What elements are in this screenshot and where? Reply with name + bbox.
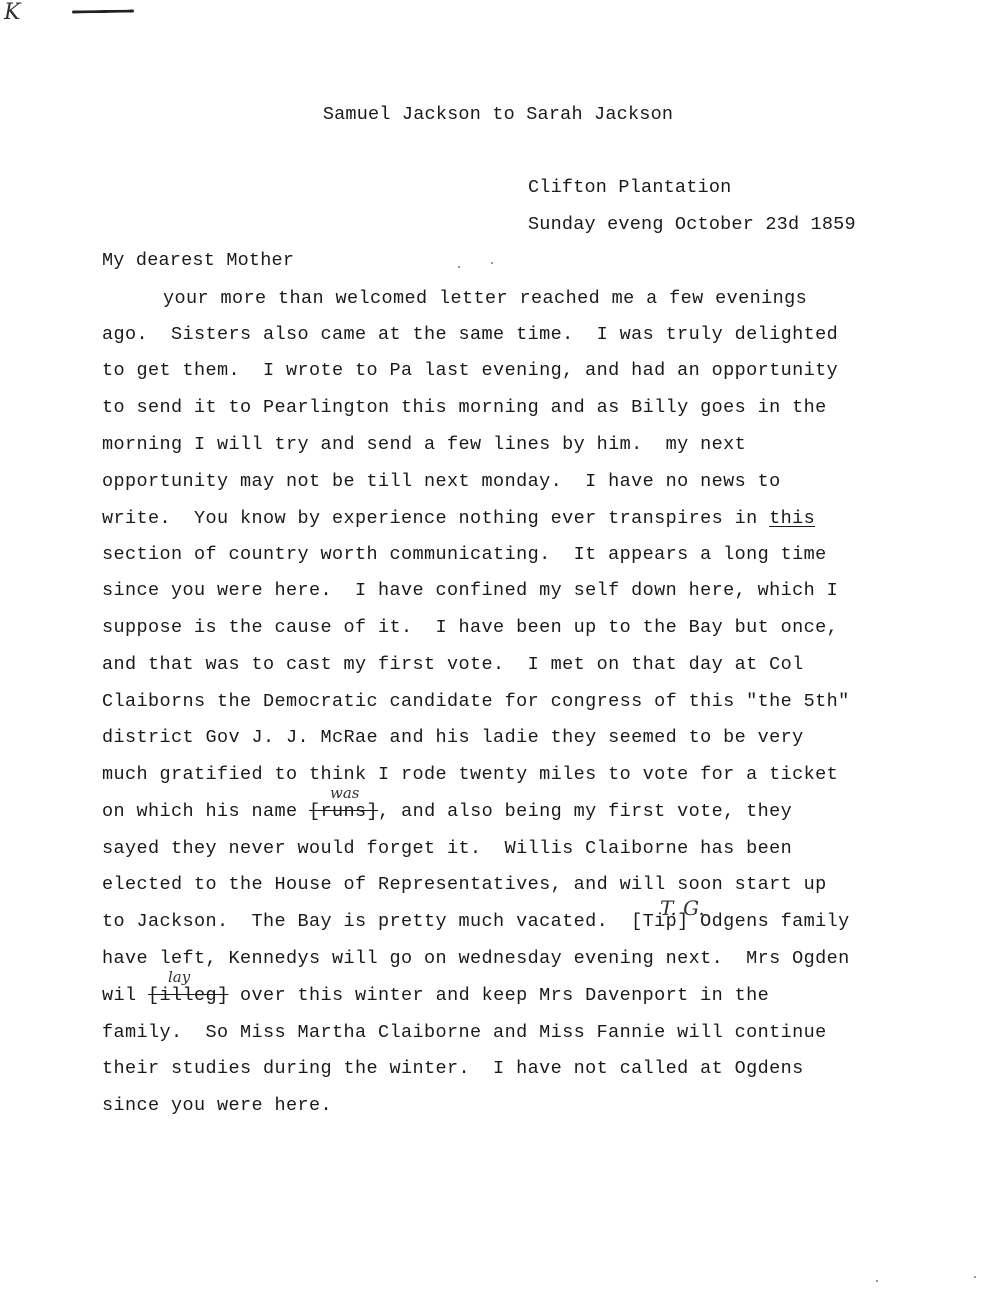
letter-salutation: My dearest Mother [102, 250, 295, 271]
body-line-17: elected to the House of Representatives, and will soon start up [102, 874, 827, 895]
body-line-6: opportunity may not be till next monday. I have no news to [102, 471, 781, 492]
handwritten-was: was [330, 784, 360, 802]
letter-title: Samuel Jackson to Sarah Jackson [322, 104, 674, 125]
handwritten-tip-correction: T. G. [660, 896, 705, 920]
body-line-18 [102, 911, 850, 933]
body-line-16: sayed they never would forget it. Willis Claiborne has been [102, 838, 793, 859]
body-line-15 [102, 801, 792, 823]
body-line-1: your more than welcomed letter reached me a few evenings [163, 288, 808, 309]
body-line-9: since you were here. I have confined my self down here, which I [102, 580, 839, 601]
letter-date: Sunday eveng October 23d 1859 [528, 214, 856, 235]
paper-speck [876, 1280, 878, 1282]
body-line-7 [102, 508, 815, 530]
body-line-3: to get them. I wrote to Pa last evening, and had an opportunity [102, 360, 839, 381]
body-line-20 [102, 985, 769, 1007]
letter-place: Clifton Plantation [528, 177, 732, 198]
body-line-2: ago. Sisters also came at the same time. I was truly delighted [102, 324, 839, 345]
body-line-20-start: wil [102, 985, 149, 1006]
paper-speck [458, 266, 460, 268]
struck-word-illeg: [illeg] [148, 985, 229, 1006]
body-line-18-end: Odgens family [688, 911, 850, 932]
body-line-14: much gratified to think I rode twenty miles to vote for a ticket [102, 764, 839, 785]
body-line-15-end: , and also being my first vote, they [378, 801, 793, 822]
body-line-7-text: write. You know by experience nothing ever transpires in [102, 508, 770, 529]
bracketed-word-tip: [Tip] [631, 911, 689, 932]
body-line-21: family. So Miss Martha Claiborne and Miss Fannie will continue [102, 1022, 827, 1043]
body-line-20-end: over this winter and keep Mrs Davenport in the [228, 985, 770, 1006]
paper-speck [491, 262, 493, 264]
body-line-15-start: on which his name [102, 801, 310, 822]
body-line-23: since you were here. [102, 1095, 333, 1116]
struck-word-runs: [runs] [309, 801, 379, 822]
body-line-19: have left, Kennedys will go on wednesday evening next. Mrs Ogden [102, 948, 850, 969]
body-line-13: district Gov J. J. McRae and his ladie they seemed to be very [102, 727, 804, 748]
body-line-5: morning I will try and send a few lines by him. my next [102, 434, 747, 455]
underlined-word: this [769, 508, 816, 529]
body-line-12: Claiborns the Democratic candidate for congress of this "the 5th" [102, 691, 850, 712]
body-line-8: section of country worth communicating. It appears a long time [102, 544, 827, 565]
paper-speck [974, 1276, 976, 1278]
corner-handwritten-mark: K [4, 0, 21, 25]
handwritten-lay: lay [168, 968, 191, 986]
body-line-11: and that was to cast my first vote. I met on that day at Col [102, 654, 804, 675]
body-line-4: to send it to Pearlington this morning and as Billy goes in the [102, 397, 827, 418]
body-line-18-start: to Jackson. The Bay is pretty much vacated. [102, 911, 632, 932]
body-line-22: their studies during the winter. I have not called at Ogdens [102, 1058, 804, 1079]
corner-pen-stroke [72, 9, 134, 13]
body-line-10: suppose is the cause of it. I have been up to the Bay but once, [102, 617, 839, 638]
